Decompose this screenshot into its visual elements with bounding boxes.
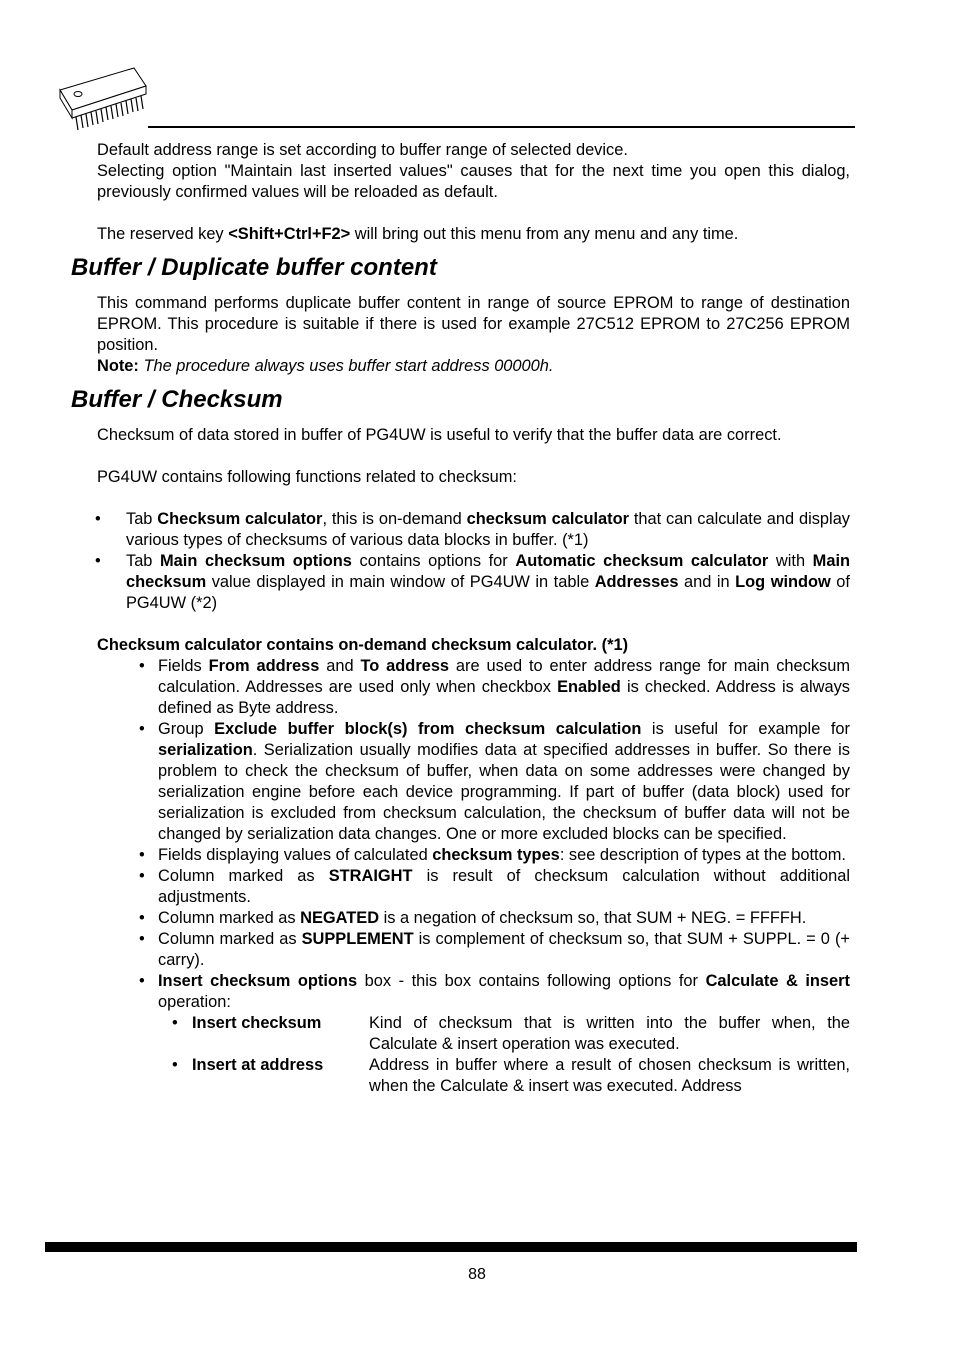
reserved-key: <Shift+Ctrl+F2> (228, 225, 351, 243)
list-item: • Insert at address Address in buffer where a result of chosen checksum is written, when the Calculate & insert was executed. Address (168, 1055, 850, 1097)
section-title-duplicate: Buffer / Duplicate buffer content (71, 254, 437, 281)
list-item: • Insert checksum options box - this box contains following options for Calculate & insert operation: • Insert checksum Kind of checksum that is written into the buffer when, the Calculate & insert operation was executed. • Insert at address Address in buffer where a result of chosen checksum is written, when the Calculate & insert was executed. Address (137, 971, 850, 1097)
list-item: • Column marked as NEGATED is a negation of checksum so, that SUM + NEG. = FFFFH. (137, 908, 850, 929)
list-item: • Tab Main checksum options contains options for Automatic checksum calculator with Main checksum value displayed in main window of PG4UW in table Addresses and in Log window of PG4UW (*2) (97, 551, 850, 614)
list-item: • Tab Checksum calculator, this is on-demand checksum calculator that can calculate and display various types of checksums of various data blocks in buffer. (*1) (97, 509, 850, 551)
list-item: • Fields From address and To address are used to enter address range for main checksum calculation. Addresses are used only when checkbox Enabled is checked. Address is always defined as Byte address. (137, 656, 850, 719)
list-item: • Column marked as SUPPLEMENT is complement of checksum so, that SUM + SUPPL. = 0 (+ carry). (137, 929, 850, 971)
list-item: • Group Exclude buffer block(s) from checksum calculation is useful for example for serialization. Serialization usually modifies data at specified addresses in buffer. So there is problem to check the checksum of buffer, when data on some addresses were changed by serialization engine before each device programming. If part of buffer (data block) used for serialization is excluded from checksum calculation, the checksum of buffer data will not be changed by serialization data changes. One or more excluded blocks can be specified. (137, 719, 850, 845)
duplicate-note: Note: The procedure always uses buffer start address 00000h. (97, 357, 554, 375)
checksum-intro: Checksum of data stored in buffer of PG4UW is useful to verify that the buffer data are correct. (97, 426, 782, 444)
calculator-subheading: Checksum calculator contains on-demand checksum calculator. (*1) (97, 636, 629, 654)
intro-paragraph-3: The reserved key <Shift+Ctrl+F2> will bring out this menu from any menu and any time. (97, 225, 739, 243)
dip-chip-icon (56, 64, 150, 136)
checksum-functions-lead: PG4UW contains following functions related to checksum: (97, 468, 517, 486)
intro-paragraph-2: Selecting option "Maintain last inserted values" causes that for the next time you open this dialog, previously confirmed values will be reloaded as default. (97, 162, 850, 201)
list-item: • Column marked as STRAIGHT is result of checksum calculation without additional adjustments. (137, 866, 850, 908)
page-number: 88 (468, 1266, 486, 1283)
section-title-checksum: Buffer / Checksum (71, 386, 283, 413)
list-item: • Fields displaying values of calculated checksum types: see description of types at the bottom. (137, 845, 850, 866)
page-content (71, 140, 851, 1097)
duplicate-body: This command performs duplicate buffer content in range of source EPROM to range of destination EPROM. This procedure is suitable if there is used for example 27C512 EPROM to 27C256 EPROM position. (97, 294, 850, 354)
list-item: • Insert checksum Kind of checksum that is written into the buffer when, the Calculate & insert operation was executed. (168, 1013, 850, 1055)
checksum-functions-list (97, 509, 850, 614)
insert-options-list (168, 1013, 850, 1097)
calculator-items-list (137, 656, 850, 1097)
footer-rule (45, 1242, 857, 1252)
header-rule (148, 126, 855, 128)
intro-paragraph-1: Default address range is set according to buffer range of selected device. (97, 141, 628, 159)
